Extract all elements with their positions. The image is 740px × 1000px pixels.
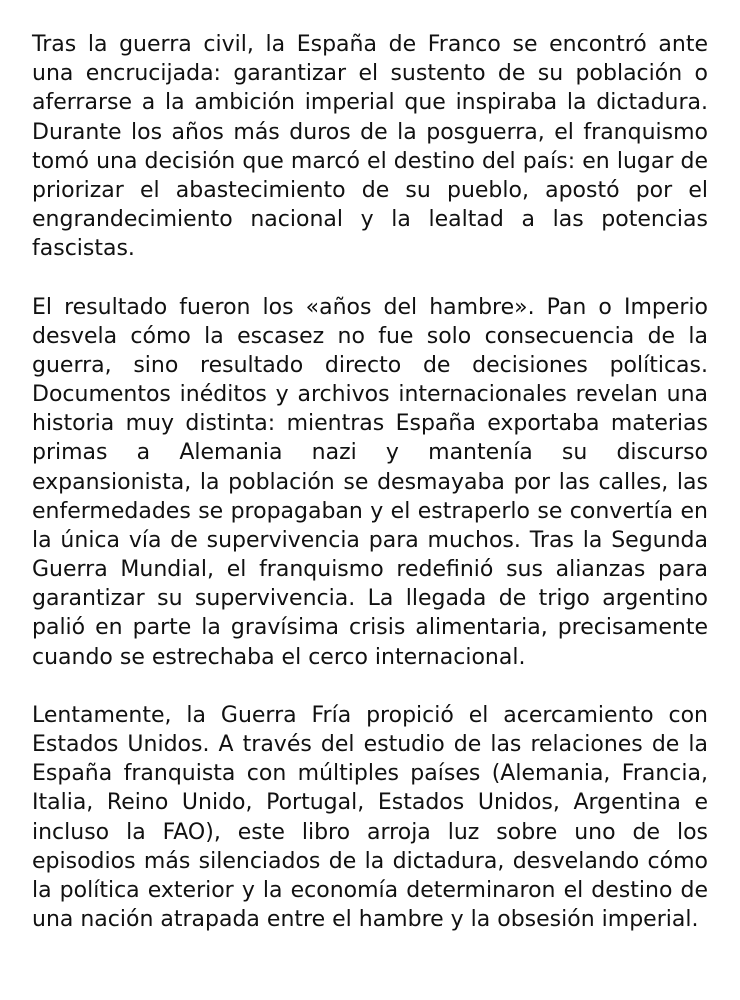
paragraph-2: El resultado fueron los «años del hambre». Pan o Imperio desvela cómo la escasez no fue solo consecuencia de la guerra, sino resultado directo de decisiones políticas. Documentos inéditos y archivos internacionales revelan una historia muy distinta: mientras España exportaba materias primas a Alemania nazi y mantenía su discurso expansionista, la población se desmayaba por las calles, las enfermedades se propagaban y el estraperlo se convertía en la única vía de supervivencia para muchos. Tras la Segunda Guerra Mundial, el franquismo redefinió sus alianzas para garantizar su supervivencia. La llegada de trigo argentino palió en parte la gravísima crisis alimentaria, precisamente cuando se estrechaba el cerco internacional. [32,294,708,670]
document-body [32,30,708,964]
paragraph-3: Lentamente, la Guerra Fría propició el acercamiento con Estados Unidos. A través del estudio de las relaciones de la España franquista con múltiples países (Alemania, Francia, Italia, Reino Unido, Portugal, Estados Unidos, Argentina e incluso la FAO), este libro arroja luz sobre uno de los episodios más silenciados de la dictadura, desvelando cómo la política exterior y la economía determinaron el destino de una nación atrapada entre el hambre y la obsesión imperial. [32,702,708,933]
paragraph-1: Tras la guerra civil, la España de Franco se encontró ante una encrucijada: garantizar el sustento de su población o aferrarse a la ambición imperial que inspiraba la dictadura. Durante los años más duros de la posguerra, el franquismo tomó una decisión que marcó el destino del país: en lugar de priorizar el abastecimiento de su pueblo, apostó por el engrandecimiento nacional y la lealtad a las potencias fascistas. [32,32,708,262]
